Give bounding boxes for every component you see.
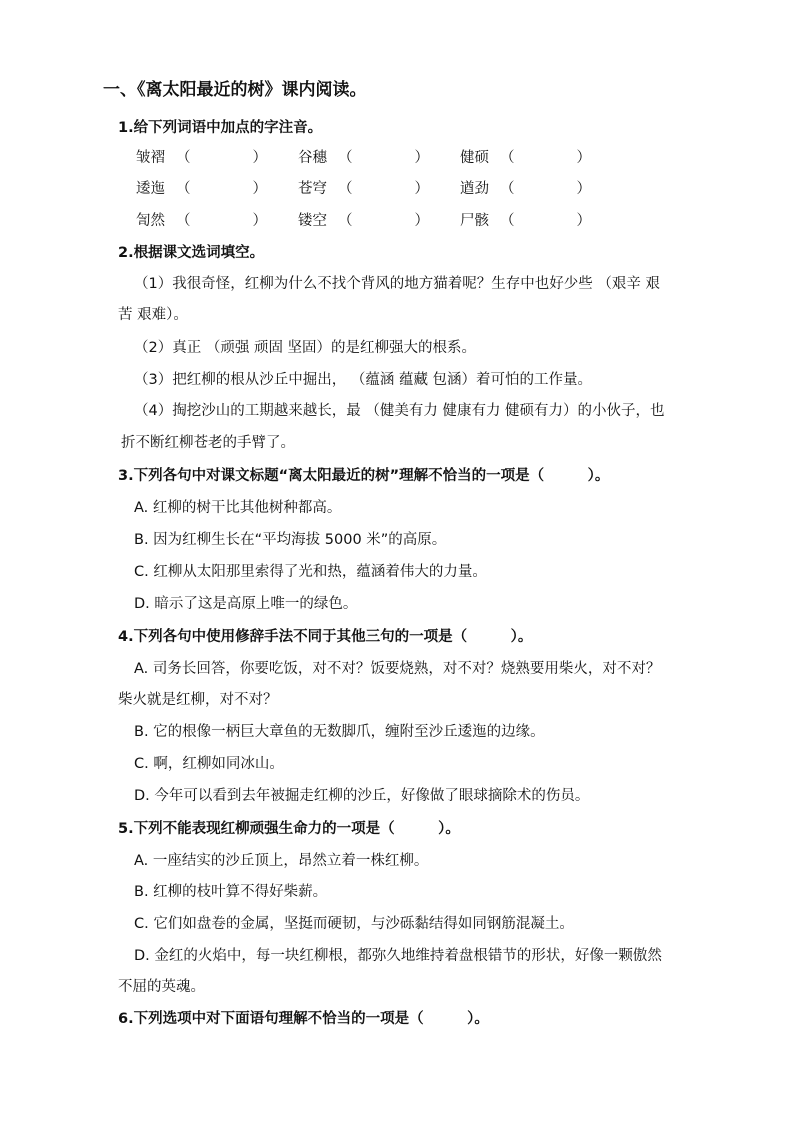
question-1-title: 1.给下列词语中加点的字注音。 [118, 120, 323, 136]
pinyin-item [136, 179, 298, 199]
word: 苍穹 [298, 181, 327, 197]
q5-option-d: D. 金红的火焰中，每一块红柳根，都弥久地维持着盘根错节的形状，好像一颗傲然 [134, 948, 662, 964]
open-paren: （ [500, 181, 515, 197]
open-paren: （ [500, 213, 515, 229]
section-title: 一、《离太阳最近的树》课内阅读。 [103, 80, 367, 100]
question-5-title: 5.下列不能表现红柳顽强生命力的一项是（ ）。 [118, 821, 460, 837]
pinyin-item [460, 211, 622, 231]
close-paren: ） [252, 181, 267, 197]
pinyin-item [460, 148, 622, 168]
close-paren: ） [576, 213, 591, 229]
word: 皱褶 [136, 150, 165, 166]
pinyin-item [298, 179, 460, 199]
q5-option-b: B. 红柳的枝叶算不得好柴薪。 [134, 884, 328, 900]
question-2-title: 2.根据课文选词填空。 [118, 245, 265, 261]
pinyin-item [136, 148, 298, 168]
open-paren: （ [500, 150, 515, 166]
q4-option-c: C. 啊，红柳如同冰山。 [134, 756, 284, 772]
open-paren: （ [176, 181, 191, 197]
question-4-title: 4.下列各句中使用修辞手法不同于其他三句的一项是（ ）。 [118, 629, 533, 645]
q4-option-b: B. 它的根像一柄巨大章鱼的无数脚爪，缠附至沙丘逶迤的边缘。 [134, 724, 545, 740]
q5-option-c: C. 它们如盘卷的金属，坚挺而硬韧，与沙砾黏结得如同钢筋混凝土。 [134, 916, 574, 932]
q3-option-b: B. 因为红柳生长在“平均海拔 5000 米”的高原。 [134, 532, 447, 548]
pinyin-row [136, 211, 622, 231]
q5-option-d-cont: 不屈的英魂。 [118, 979, 205, 995]
close-paren: ） [252, 213, 267, 229]
q3-option-d: D. 暗示了这是高原上唯一的绿色。 [134, 596, 358, 612]
close-paren: ） [576, 150, 591, 166]
pinyin-item [298, 211, 460, 231]
close-paren: ） [414, 213, 429, 229]
close-paren: ） [252, 150, 267, 166]
word: 逶迤 [136, 181, 165, 197]
word: 尸骸 [460, 213, 489, 229]
q4-option-d: D. 今年可以看到去年被掘走红柳的沙丘，好像做了眼球摘除术的伤员。 [134, 788, 590, 804]
word: 訇然 [136, 213, 165, 229]
q2-line: （1）我很奇怪，红柳为什么不找个背风的地方猫着呢？生存中也好少些 （艰辛 艰 [134, 276, 660, 292]
pinyin-item [136, 211, 298, 231]
close-paren: ） [576, 181, 591, 197]
word: 谷穗 [298, 150, 327, 166]
q3-option-a: A. 红柳的树干比其他树种都高。 [134, 500, 342, 516]
open-paren: （ [338, 181, 353, 197]
q2-line: （3）把红柳的根从沙丘中掘出， （蕴涵 蕴藏 包涵）着可怕的工作量。 [134, 372, 593, 388]
q3-option-c: C. 红柳从太阳那里索得了光和热，蕴涵着伟大的力量。 [134, 564, 487, 580]
pinyin-item [298, 148, 460, 168]
q2-line: （2）真正 （顽强 顽固 坚固）的是红柳强大的根系。 [134, 340, 477, 356]
open-paren: （ [176, 213, 191, 229]
question-3-title: 3.下列各句中对课文标题“离太阳最近的树”理解不恰当的一项是（ ）。 [118, 468, 610, 484]
q5-option-a: A. 一座结实的沙丘顶上，昂然立着一株红柳。 [134, 853, 429, 869]
pinyin-row [136, 179, 622, 199]
pinyin-item [460, 179, 622, 199]
open-paren: （ [338, 150, 353, 166]
q4-option-a: A. 司务长回答，你要吃饭，对不对？饭要烧熟，对不对？烧熟要用柴火，对不对？ [134, 661, 661, 677]
close-paren: ） [414, 181, 429, 197]
close-paren: ） [414, 150, 429, 166]
q2-line: 苦 艰难）。 [118, 307, 188, 323]
word: 镂空 [298, 213, 327, 229]
pinyin-row [136, 148, 622, 168]
q2-line: 折不断红柳苍老的手臂了。 [121, 435, 295, 451]
open-paren: （ [176, 150, 191, 166]
question-6-title: 6.下列选项中对下面语句理解不恰当的一项是（ ）。 [118, 1011, 489, 1027]
word: 健硕 [460, 150, 489, 166]
q4-option-a-cont: 柴火就是红柳，对不对？ [118, 692, 278, 708]
open-paren: （ [338, 213, 353, 229]
word: 遒劲 [460, 181, 489, 197]
q2-line: （4）掏挖沙山的工期越来越长，最 （健美有力 健康有力 健硕有力）的小伙子，也 [134, 403, 665, 419]
